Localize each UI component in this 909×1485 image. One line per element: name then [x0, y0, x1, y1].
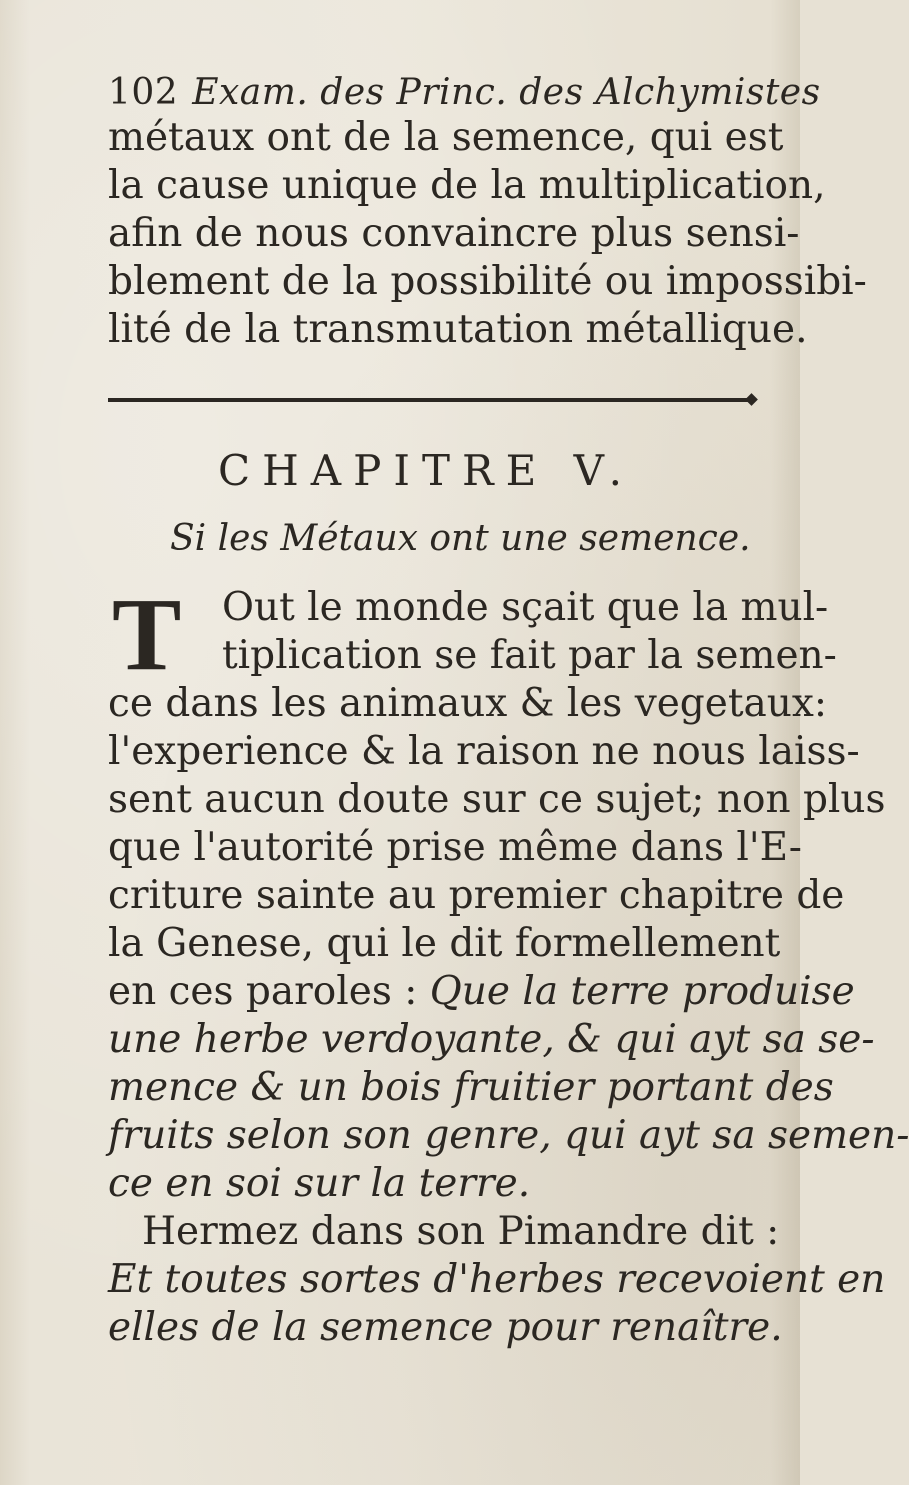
- chapter-heading: CHAPITRE V.: [218, 446, 634, 495]
- intro-line: afin de nous convaincre plus sensi-: [108, 211, 800, 256]
- scripture-quote-line: une herbe verdoyante, & qui ayt sa se-: [108, 1017, 875, 1062]
- chapter-subtitle: Si les Métaux ont une semence.: [170, 518, 751, 559]
- body-line: criture sainte au premier chapitre de: [108, 873, 845, 918]
- body-line: sent aucun doute sur ce sujet; non plus: [108, 777, 886, 822]
- intro-line: lité de la transmutation métallique.: [108, 307, 808, 352]
- body-line-with-quote: [108, 969, 855, 1014]
- body-line: que l'autorité prise même dans l'E-: [108, 825, 802, 870]
- intro-line: métaux ont de la semence, qui est: [108, 115, 784, 160]
- scripture-quote-line: ce en soi sur la terre.: [108, 1161, 531, 1206]
- intro-line: blement de la possibilité ou impossibi-: [108, 259, 867, 304]
- body-line: la Genese, qui le dit formellement: [108, 921, 781, 966]
- body-line: l'experience & la raison ne nous laiss-: [108, 729, 860, 774]
- scripture-quote-line: fruits selon son genre, qui ayt sa semen-: [108, 1113, 909, 1158]
- body-line: ce dans les animaux & les vegetaux:: [108, 681, 828, 726]
- body-line: tiplication se fait par la semen-: [222, 633, 837, 678]
- section-rule: [108, 398, 750, 402]
- running-title: Exam. des Princ. des Alchymistes: [192, 72, 821, 113]
- hermes-quote-line: elles de la semence pour renaître.: [108, 1305, 783, 1350]
- scripture-quote: Que la terre produise: [429, 969, 855, 1014]
- hermes-quote-line: Et toutes sortes d'herbes recevoient en: [108, 1257, 886, 1302]
- intro-line: la cause unique de la multiplication,: [108, 163, 826, 208]
- drop-cap: T: [112, 577, 182, 692]
- body-line: Hermez dans son Pimandre dit :: [142, 1209, 780, 1254]
- page-number: 102: [108, 72, 179, 113]
- body-line: Out le monde sçait que la mul-: [222, 585, 829, 630]
- running-header: [108, 72, 821, 113]
- body-text: en ces paroles :: [108, 969, 418, 1014]
- scripture-quote-line: mence & un bois fruitier portant des: [108, 1065, 834, 1110]
